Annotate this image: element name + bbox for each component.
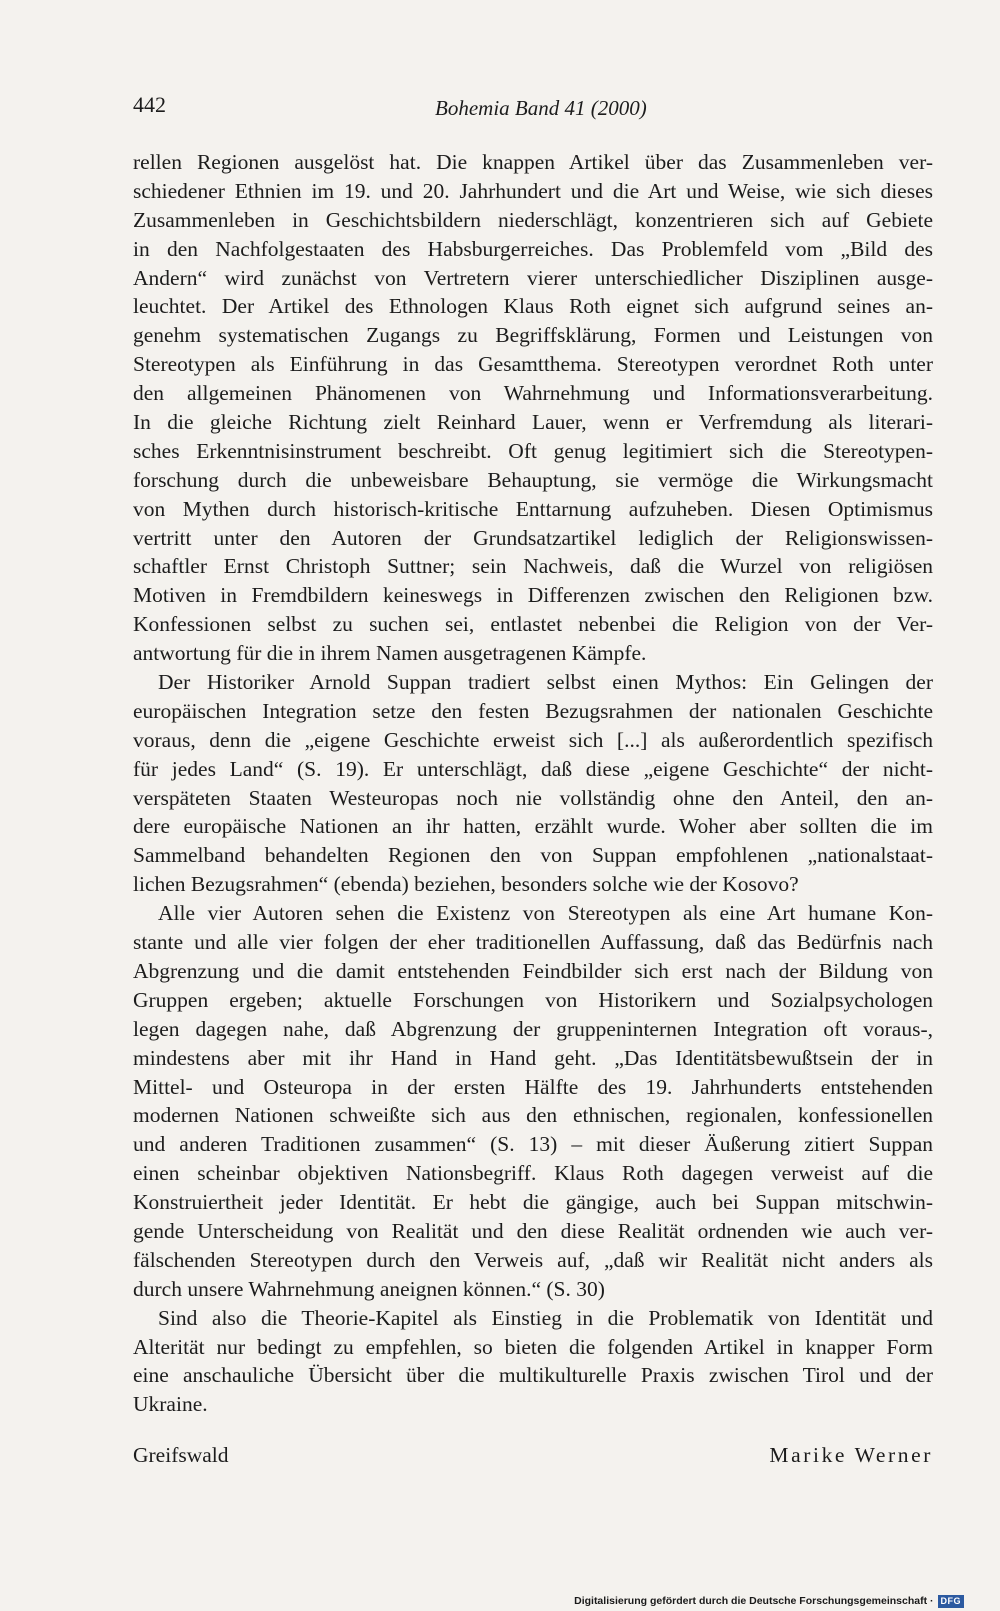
text-line: einen scheinbar objektiven Nationsbegriff. Klaus Roth dagegen verweist auf die [133, 1161, 933, 1186]
text-line: leuchtet. Der Artikel des Ethnologen Klaus Roth eignet sich aufgrund seines an- [133, 294, 933, 319]
text-line: schaftler Ernst Christoph Suttner; sein Nachweis, daß die Wurzel von religiösen [133, 554, 933, 579]
text-line: vertritt unter den Autoren der Grundsatzartikel lediglich der Religionswissen- [133, 525, 933, 550]
signature-row [133, 1443, 933, 1473]
text-line: von Mythen durch historisch-kritische Enttarnung aufzuheben. Diesen Optimismus [133, 496, 933, 521]
review-body-text [133, 148, 933, 1419]
text-line: legen dagegen nahe, daß Abgrenzung der gruppeninternen Integration oft voraus-, [133, 1016, 933, 1041]
text-line: europäischen Integration setze den festen Bezugsrahmen der nationalen Geschichte [133, 698, 933, 723]
running-head [133, 92, 933, 126]
text-line: Konstruiertheit jeder Identität. Er hebt die gängige, auch bei Suppan mitschwin- [133, 1190, 933, 1215]
text-line: genehm systematischen Zugangs zu Begriffsklärung, Formen und Leistungen von [133, 323, 933, 348]
text-line: Stereotypen als Einführung in das Gesamtthema. Stereotypen verordnet Roth unter [133, 352, 933, 377]
text-line: Motiven in Fremdbildern keineswegs in Differenzen zwischen den Religionen bzw. [133, 583, 933, 608]
text-line: Sind also die Theorie-Kapitel als Einstieg in die Problematik von Identität und [158, 1305, 933, 1330]
journal-title: Bohemia Band 41 (2000) [435, 96, 647, 120]
text-line: fälschenden Stereotypen durch den Verweis auf, „daß wir Realität nicht anders als [133, 1247, 933, 1272]
text-line: sches Erkenntnisinstrument beschreibt. Oft genug legitimiert sich die Stereotypen- [133, 438, 933, 463]
text-line: den allgemeinen Phänomenen von Wahrnehmung und Informationsverarbeitung. [133, 381, 933, 406]
text-line: forschung durch die unbeweisbare Behauptung, sie vermöge die Wirkungsmacht [133, 467, 933, 492]
text-line: rellen Regionen ausgelöst hat. Die knappen Artikel über das Zusammenleben ver- [133, 150, 933, 174]
text-line: stante und alle vier folgen der eher traditionellen Auffassung, daß das Bedürfnis nach [133, 930, 933, 955]
text-line: in den Nachfolgestaaten des Habsburgerreiches. Das Problemfeld vom „Bild des [133, 236, 933, 261]
text-line: Ukraine. [133, 1392, 208, 1417]
text-line: antwortung für die in ihrem Namen ausgetragenen Kämpfe. [133, 641, 647, 666]
signature-author: Marike Werner [769, 1443, 933, 1467]
text-line: Andern“ wird zunächst von Vertretern vierer unterschiedlicher Disziplinen ausge- [133, 265, 933, 290]
text-line: Der Historiker Arnold Suppan tradiert selbst einen Mythos: Ein Gelingen der [158, 670, 933, 695]
text-line: voraus, denn die „eigene Geschichte erweist sich [...] als außerordentlich spezifisch [133, 727, 933, 752]
text-line: verspäteten Staaten Westeuropas noch nie vollständig ohne den Anteil, den an- [133, 785, 933, 810]
text-line: dere europäische Nationen an ihr hatten, erzählt wurde. Woher aber sollten die im [133, 814, 933, 839]
text-line: Konfessionen selbst zu suchen sei, entlastet nebenbei die Religion von der Ver- [133, 612, 933, 637]
text-line: Alle vier Autoren sehen die Existenz von Stereotypen als eine Art humane Kon- [158, 901, 933, 926]
text-line: mindestens aber mit ihr Hand in Hand geht. „Das Identitätsbewußtsein der in [133, 1045, 933, 1070]
text-line: und anderen Traditionen zusammen“ (S. 13) – mit dieser Äußerung zitiert Suppan [133, 1132, 933, 1157]
digitization-credit-text: Digitalisierung gefördert durch die Deutsche Forschungsgemeinschaft · [574, 1595, 934, 1607]
text-line: lichen Bezugsrahmen“ (ebenda) beziehen, besonders solche wie der Kosovo? [133, 872, 799, 897]
text-line: durch unsere Wahrnehmung aneignen können.“ (S. 30) [133, 1276, 605, 1301]
dfg-logo: DFG [938, 1595, 965, 1608]
text-line: eine anschauliche Übersicht über die multikulturelle Praxis zwischen Tirol und der [133, 1363, 933, 1388]
text-line: In die gleiche Richtung zielt Reinhard Lauer, wenn er Verfremdung als literari- [133, 410, 933, 435]
text-line: Sammelband behandelten Regionen den von Suppan empfohlenen „nationalstaat- [133, 843, 933, 868]
text-line: Zusammenleben in Geschichtsbildern niederschlägt, konzentrieren sich auf Gebiete [133, 207, 933, 232]
text-line: Alterität nur bedingt zu empfehlen, so bieten die folgenden Artikel in knapper Form [133, 1334, 933, 1359]
text-line: modernen Nationen schweißte sich aus den ethnischen, regionalen, konfessionellen [133, 1103, 933, 1128]
digitization-credit [574, 1594, 964, 1608]
text-line: Abgrenzung und die damit entstehenden Feindbilder sich erst nach der Bildung von [133, 958, 933, 983]
text-line: Mittel- und Osteuropa in der ersten Hälfte des 19. Jahrhunderts entstehenden [133, 1074, 933, 1099]
signature-place: Greifswald [133, 1443, 229, 1467]
text-line: Gruppen ergeben; aktuelle Forschungen von Historikern und Sozialpsychologen [133, 987, 933, 1012]
text-line: schiedener Ethnien im 19. und 20. Jahrhundert und die Art und Weise, wie sich dieses [133, 178, 933, 203]
text-line: für jedes Land“ (S. 19). Er unterschlägt, daß diese „eigene Geschichte“ der nicht- [133, 756, 933, 781]
page-number: 442 [133, 92, 166, 117]
text-line: gende Unterscheidung von Realität und den diese Realität ordnenden wie auch ver- [133, 1218, 933, 1243]
